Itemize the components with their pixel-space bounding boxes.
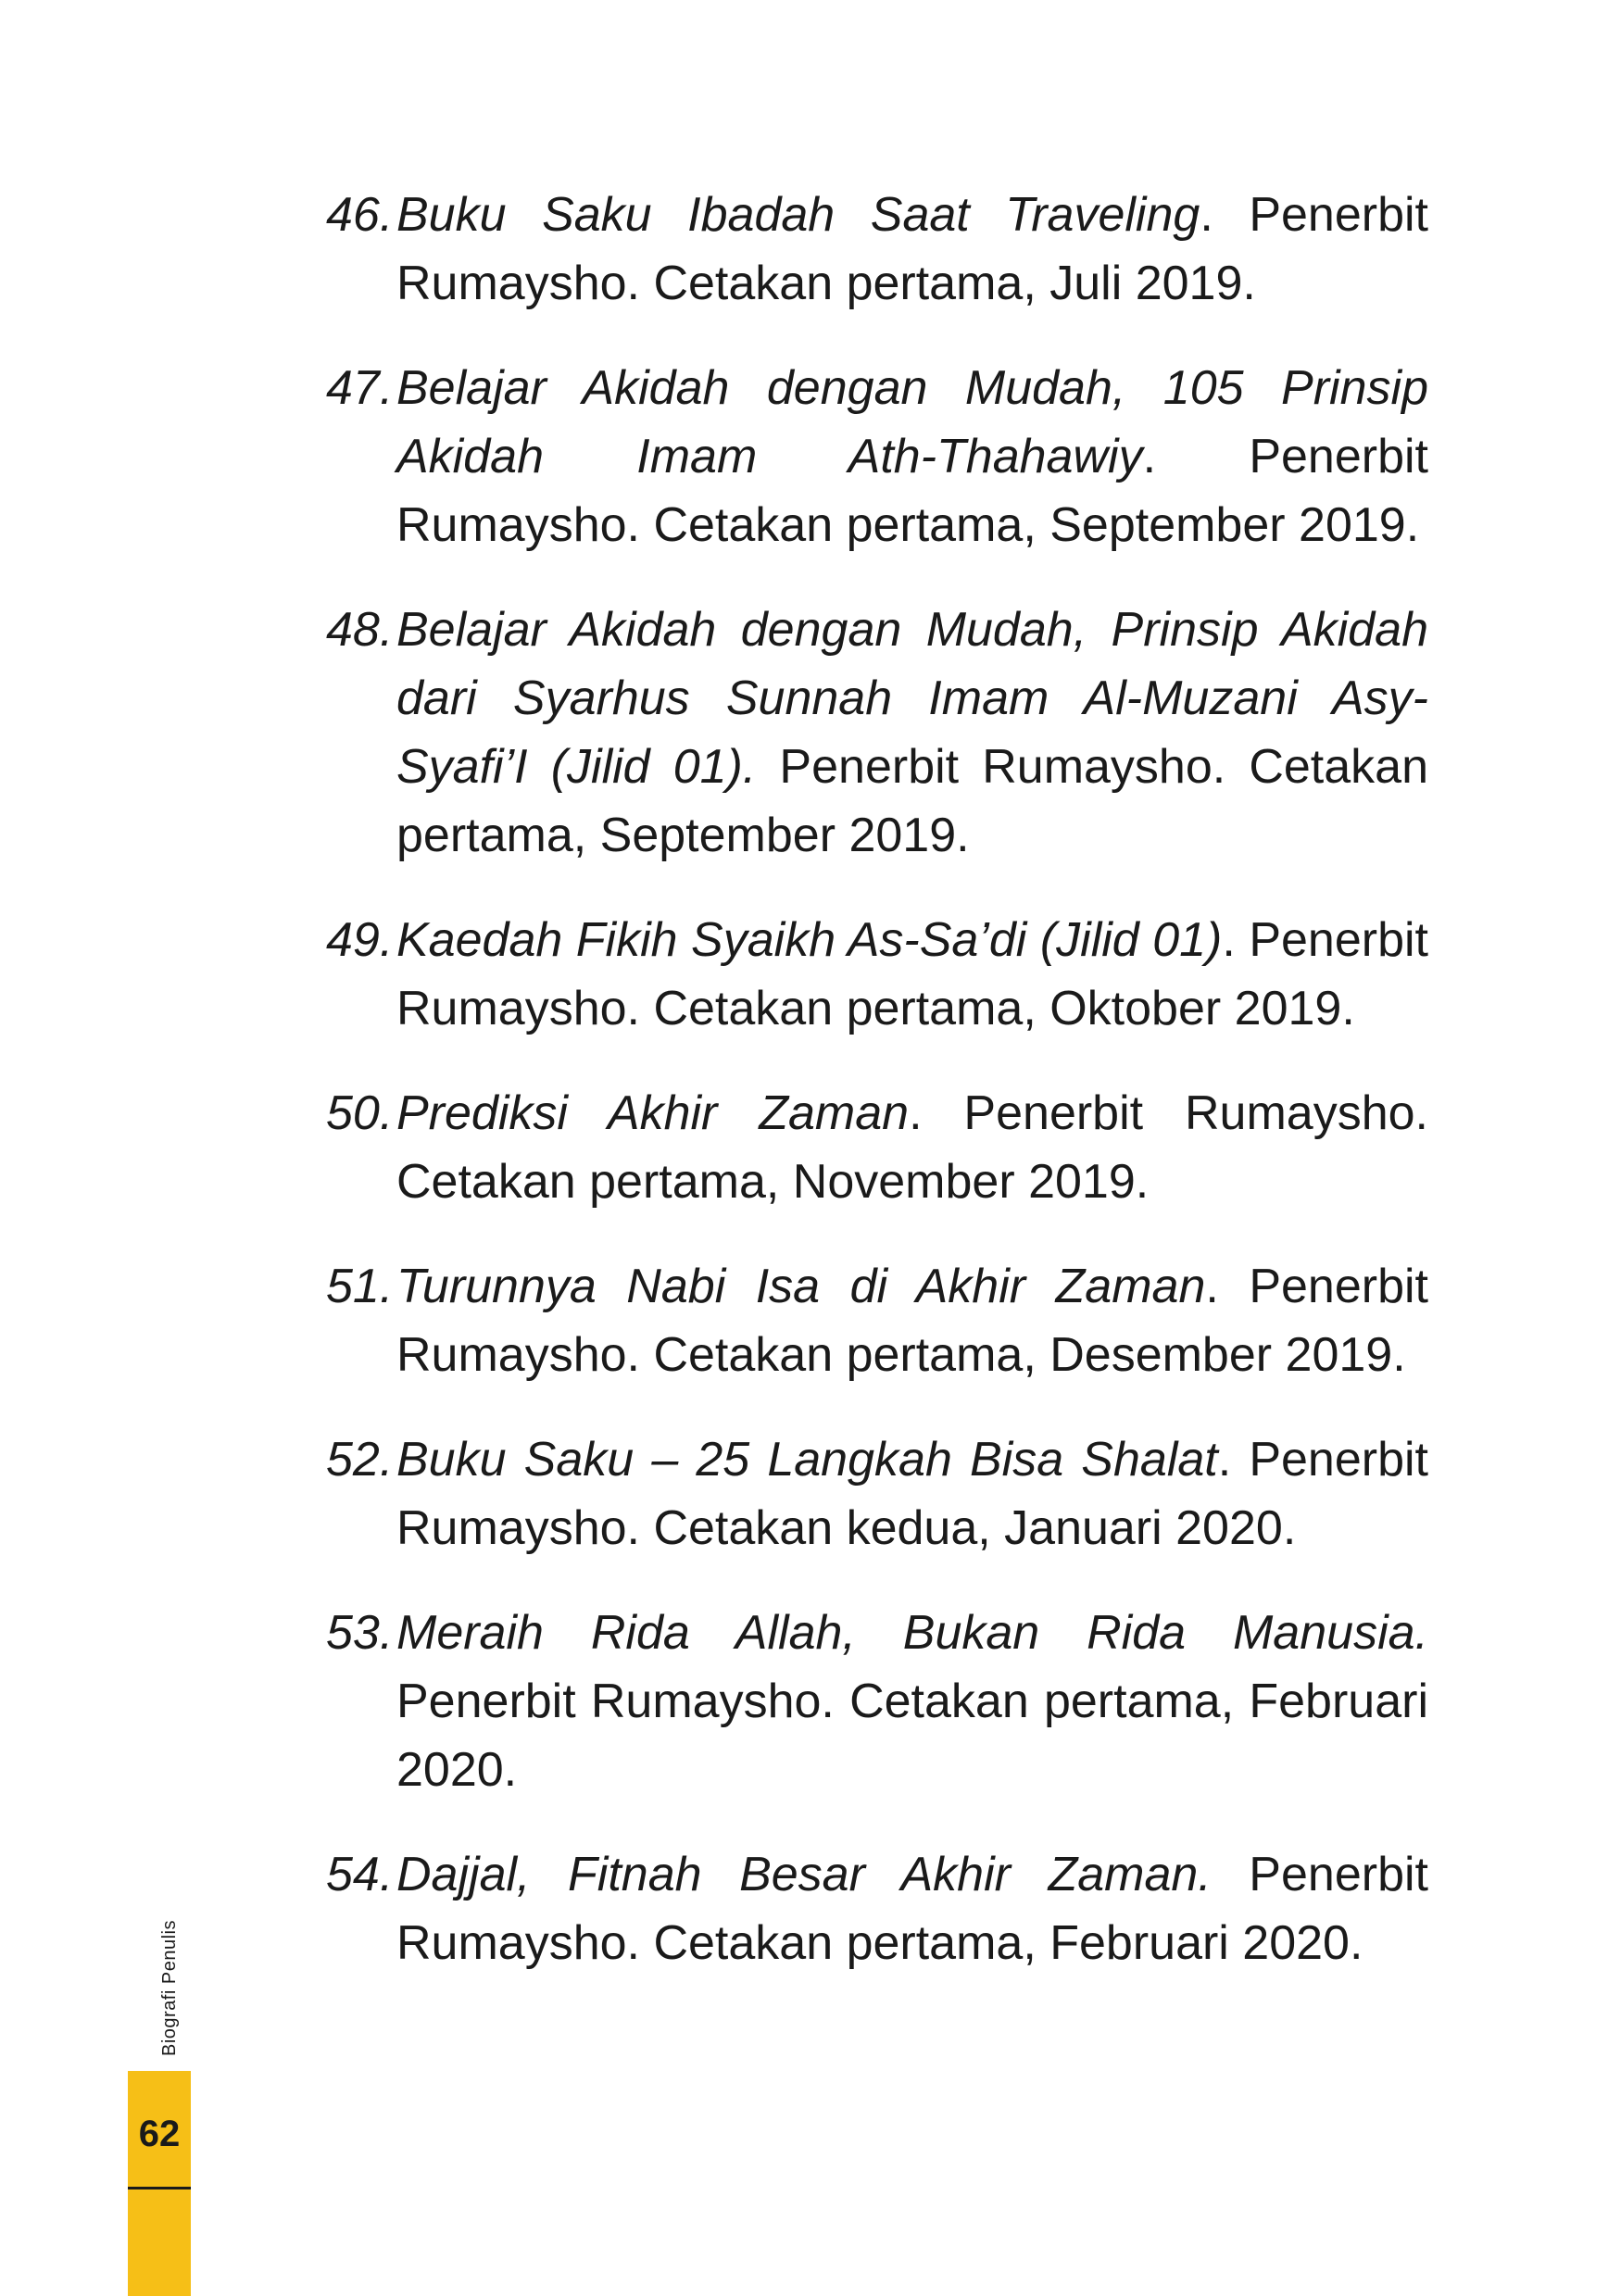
list-item	[326, 1079, 1428, 1216]
entry-title: Buku Saku Ibadah Saat Traveling	[396, 188, 1200, 242]
entry-title: Belajar Akidah dengan Mudah, 105 Prinsip Akidah Imam Ath-Thahawiy	[396, 361, 1428, 483]
entry-details: . Penerbit Rumaysho. Cetakan pertama, November 2019.	[396, 1086, 1428, 1209]
entry-number: 49.	[326, 913, 394, 967]
list-item	[326, 906, 1428, 1043]
entry-title: Turunnya Nabi Isa di Akhir Zaman	[396, 1260, 1206, 1313]
entry-details: Penerbit Rumaysho. Cetakan pertama, September 2019.	[396, 740, 1429, 862]
page-number: 62	[138, 2114, 181, 2154]
entry-details: . Penerbit Rumaysho. Cetakan kedua, Januari 2020.	[396, 1433, 1428, 1555]
entry-number: 54.	[326, 1848, 394, 1901]
entry-title: Dajjal, Fitnah Besar Akhir Zaman.	[396, 1848, 1212, 1901]
entry-number: 52.	[326, 1433, 394, 1487]
entry-title: Meraih Rida Allah, Bukan Rida Manusia.	[396, 1606, 1428, 1660]
entry-title: Buku Saku – 25 Langkah Bisa Shalat	[396, 1433, 1218, 1487]
entry-title: Kaedah Fikih Syaikh As-Sa’di (Jilid 01)	[396, 913, 1223, 967]
list-item	[326, 596, 1428, 870]
entry-number: 48.	[326, 603, 394, 657]
page-tab	[128, 2071, 191, 2296]
list-item	[326, 1599, 1428, 1804]
entry-number: 53.	[326, 1606, 394, 1660]
entry-title: Prediksi Akhir Zaman	[396, 1086, 910, 1140]
list-item	[326, 1425, 1428, 1562]
entry-details: Penerbit Rumaysho. Cetakan pertama, Februari 2020.	[396, 1848, 1428, 1970]
entry-title: Belajar Akidah dengan Mudah, Prinsip Akidah dari Syarhus Sunnah Imam Al-Muzani Asy-Syafi’I (Jilid 01).	[396, 603, 1428, 794]
list-item	[326, 1252, 1428, 1389]
entry-details: . Penerbit Rumaysho. Cetakan pertama, Desember 2019.	[396, 1260, 1428, 1382]
entry-number: 46.	[326, 188, 394, 242]
page-number-underline	[128, 2187, 191, 2189]
entry-number: 50.	[326, 1086, 394, 1140]
entry-details: Penerbit Rumaysho. Cetakan pertama, Februari 2020.	[396, 1675, 1428, 1797]
entry-number: 51.	[326, 1260, 394, 1313]
entry-details: . Penerbit Rumaysho. Cetakan pertama, Juli 2019.	[396, 188, 1428, 310]
bibliography-list	[326, 181, 1428, 2014]
list-item	[326, 354, 1428, 559]
entry-number: 47.	[326, 361, 394, 415]
list-item	[326, 1840, 1428, 1977]
entry-details: . Penerbit Rumaysho. Cetakan pertama, September 2019.	[396, 430, 1428, 552]
section-side-label: Biografi Penulis	[159, 1920, 180, 2056]
entry-details: . Penerbit Rumaysho. Cetakan pertama, Oktober 2019.	[396, 913, 1428, 1035]
list-item	[326, 181, 1428, 318]
